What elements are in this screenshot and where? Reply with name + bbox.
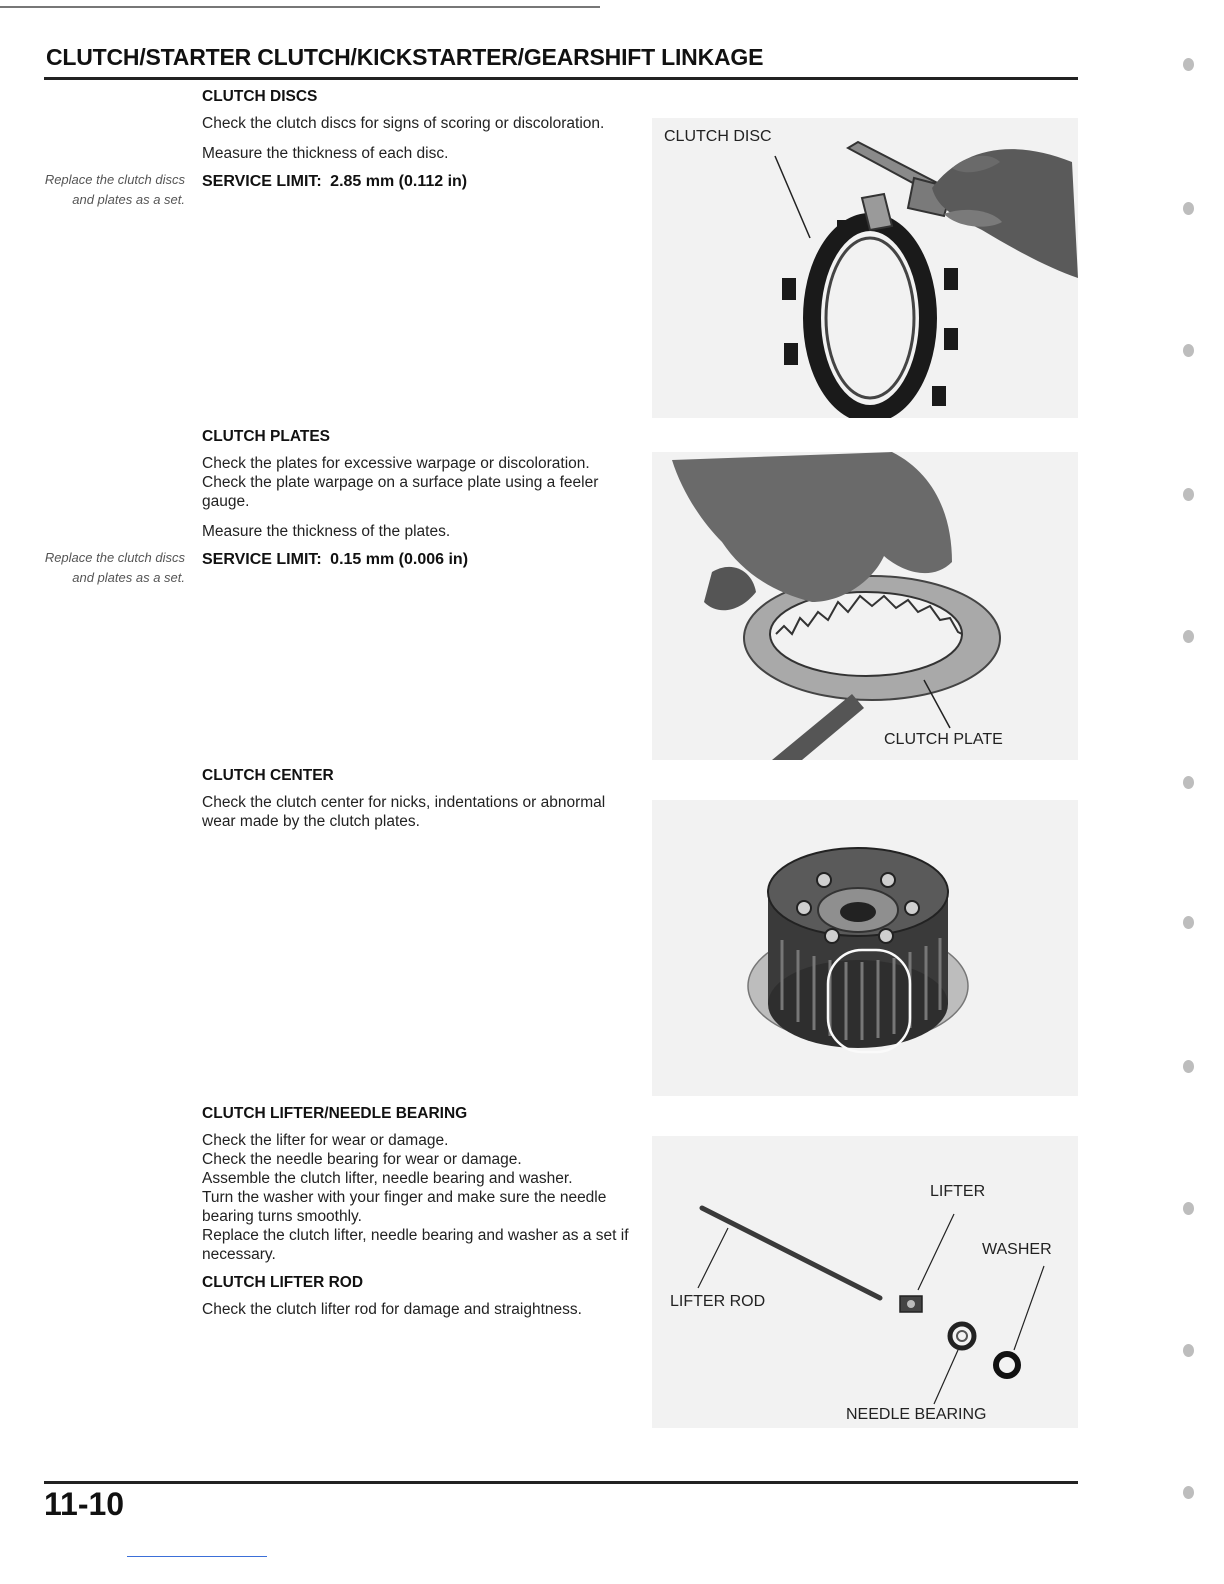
section-heading: CLUTCH DISCS [202,88,318,105]
lifter-callout: LIFTER [930,1183,986,1200]
page-number: 11-10 [44,1486,125,1522]
binder-hole-mark [1183,1202,1194,1215]
clutch-plate-callout: CLUTCH PLATE [884,731,1003,748]
binder-hole-mark [1183,344,1194,357]
binder-hole-mark [1183,630,1194,643]
paragraph: Check the clutch lifter rod for damage and straightness. [202,1301,582,1318]
washer-callout: WASHER [982,1241,1052,1258]
binder-hole-mark [1183,776,1194,789]
page-title: CLUTCH/STARTER CLUTCH/KICKSTARTER/GEARSHIFT LINKAGE [46,44,764,70]
service-limit-label: SERVICE LIMIT: [202,173,322,190]
binder-hole-mark [1183,1486,1194,1499]
footer-rule [44,1481,1078,1484]
paragraph: Check the clutch discs for signs of scoring or discoloration. [202,115,605,132]
binder-hole-mark [1183,1060,1194,1073]
clutch-plate-photo [652,452,1078,760]
section-clutch-discs [202,88,642,191]
binder-hole-mark [1183,58,1194,71]
section-heading: CLUTCH LIFTER/NEEDLE BEARING [202,1105,468,1122]
lifter-rod-callout: LIFTER ROD [670,1293,766,1310]
section-clutch-center [202,767,642,831]
side-note: Replace the clutch discs and plates as a set. [44,550,185,585]
clutch-plate-ring [744,576,1000,700]
lifter-parts-photo [652,1136,1078,1428]
clutch-disc-photo [652,118,1078,418]
clutch-center-photo [652,800,1078,1096]
section-heading: CLUTCH CENTER [202,767,334,784]
paragraph: Check the plates for excessive warpage or discoloration. [202,455,590,472]
service-limit-value: 0.15 mm (0.006 in) [330,551,469,568]
bottom-blue-line [127,1556,267,1557]
needle-bearing-callout: NEEDLE BEARING [846,1406,987,1423]
service-limit [202,173,642,191]
paragraph: Check the needle bearing for wear or damage. [202,1151,522,1168]
service-limit [202,551,642,569]
section-clutch-lifter [202,1105,642,1319]
binder-hole-mark [1183,916,1194,929]
service-limit-label: SERVICE LIMIT: [202,551,322,568]
side-note: Replace the clutch discs and plates as a set. [44,172,185,207]
paragraph: Replace the clutch lifter, needle bearing and washer as a set if necessary. [202,1227,629,1263]
paragraph: Check the lifter for wear or damage. [202,1132,449,1149]
top-edge-rule [0,6,600,8]
binder-hole-mark [1183,1344,1194,1357]
paragraph: Check the clutch center for nicks, indentations or abnormal wear made by the clutch plates. [202,794,606,830]
paragraph: Assemble the clutch lifter, needle bearing and washer. [202,1170,573,1187]
binder-hole-mark [1183,488,1194,501]
paragraph: Measure the thickness of the plates. [202,523,451,540]
section-clutch-plates [202,428,642,569]
clutch-lifter [900,1296,922,1312]
clutch-center-hub [768,848,948,1048]
clutch-disc-callout: CLUTCH DISC [664,128,772,145]
binder-hole-mark [1183,202,1194,215]
service-limit-value: 2.85 mm (0.112 in) [330,173,468,190]
section-heading: CLUTCH PLATES [202,428,331,445]
title-rule [44,77,1078,80]
section-heading: CLUTCH LIFTER ROD [202,1274,364,1291]
paragraph: Measure the thickness of each disc. [202,145,449,162]
paragraph: Turn the washer with your finger and make sure the needle bearing turns smoothly. [202,1189,607,1225]
paragraph: Check the plate warpage on a surface plate using a feeler gauge. [202,474,599,510]
